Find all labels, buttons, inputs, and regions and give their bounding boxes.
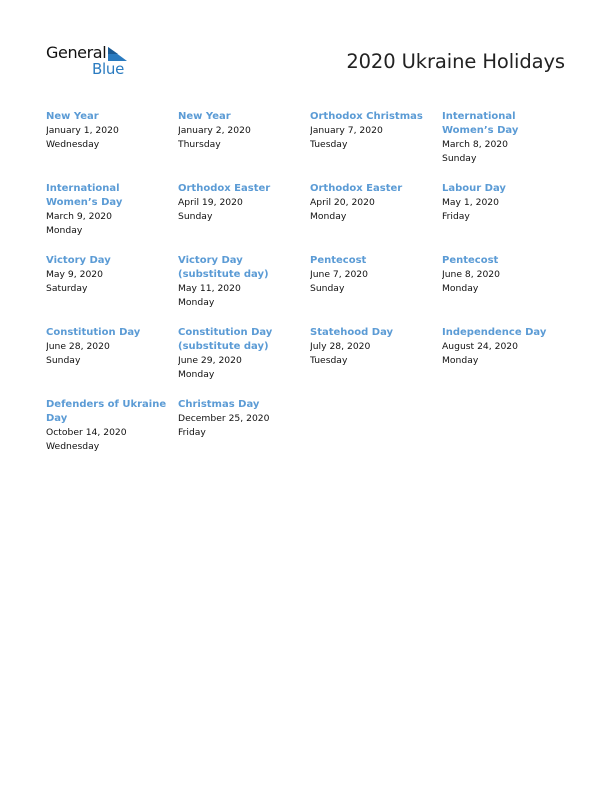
holiday-date: May 9, 2020 [46, 269, 103, 280]
holiday-entry [46, 398, 178, 470]
holiday-entry [46, 326, 178, 398]
holiday-weekday: Friday [178, 427, 206, 438]
holiday-date: January 1, 2020 [46, 125, 119, 136]
holiday-name: Pentecost [442, 255, 499, 266]
holiday-entry [178, 326, 310, 398]
holiday-entry [46, 182, 178, 254]
logo-word-blue: Blue [92, 60, 124, 78]
holiday-name: Independence Day [442, 327, 547, 338]
holiday-name: Statehood Day [310, 327, 394, 338]
holiday-entry [310, 326, 442, 398]
holiday-entry [46, 110, 178, 182]
holiday-weekday: Monday [178, 369, 215, 380]
holiday-date: July 28, 2020 [310, 341, 371, 352]
holiday-weekday: Monday [442, 355, 479, 366]
logo-triangle-icon [108, 47, 127, 61]
holiday-name: Victory Day (substitute day) [178, 255, 269, 280]
holiday-weekday: Monday [178, 297, 215, 308]
holiday-grid [46, 110, 574, 470]
holiday-entry [442, 254, 574, 326]
holiday-name: Christmas Day [178, 399, 260, 410]
holiday-entry [178, 182, 310, 254]
holiday-name: International Women’s Day [46, 183, 123, 208]
holiday-name: Defenders of Ukraine Day [46, 399, 167, 424]
holiday-weekday: Sunday [178, 211, 213, 222]
holiday-date: May 1, 2020 [442, 197, 499, 208]
holiday-date: June 28, 2020 [46, 341, 110, 352]
holiday-name: International Women’s Day [442, 111, 519, 136]
holiday-weekday: Sunday [442, 153, 477, 164]
holiday-date: June 7, 2020 [310, 269, 368, 280]
holiday-name: Labour Day [442, 183, 506, 194]
holiday-weekday: Friday [442, 211, 470, 222]
holiday-entry [46, 254, 178, 326]
holiday-entry [310, 110, 442, 182]
holiday-entry [178, 110, 310, 182]
holiday-entry [442, 326, 574, 398]
holiday-name: New Year [46, 111, 99, 122]
holiday-name: Constitution Day (substitute day) [178, 327, 273, 352]
holiday-weekday: Tuesday [310, 139, 348, 150]
holiday-date: June 8, 2020 [442, 269, 500, 280]
holiday-name: Orthodox Easter [178, 183, 271, 194]
holiday-entry [442, 110, 574, 182]
holiday-weekday: Sunday [310, 283, 345, 294]
holiday-entry [178, 398, 310, 470]
holiday-date: August 24, 2020 [442, 341, 518, 352]
holiday-weekday: Monday [310, 211, 347, 222]
holiday-entry [310, 254, 442, 326]
holiday-weekday: Monday [46, 225, 83, 236]
holiday-entry [442, 182, 574, 254]
holiday-date: October 14, 2020 [46, 427, 127, 438]
logo-word-general: General [46, 43, 107, 62]
holiday-weekday: Sunday [46, 355, 81, 366]
holiday-date: January 7, 2020 [310, 125, 383, 136]
page-title: 2020 Ukraine Holidays [346, 50, 565, 73]
holiday-weekday: Thursday [178, 139, 221, 150]
holiday-weekday: Monday [442, 283, 479, 294]
generalblue-logo [46, 44, 136, 80]
holiday-name: Orthodox Easter [310, 183, 403, 194]
holiday-name: New Year [178, 111, 231, 122]
holiday-entry [310, 182, 442, 254]
holiday-name: Orthodox Christmas [310, 111, 423, 122]
holiday-date: April 19, 2020 [178, 197, 243, 208]
holiday-date: December 25, 2020 [178, 413, 270, 424]
holiday-weekday: Wednesday [46, 441, 100, 452]
holiday-date: June 29, 2020 [178, 355, 242, 366]
holiday-date: May 11, 2020 [178, 283, 241, 294]
holiday-name: Pentecost [310, 255, 367, 266]
holiday-name: Victory Day [46, 255, 111, 266]
holiday-name: Constitution Day [46, 327, 141, 338]
holiday-date: January 2, 2020 [178, 125, 251, 136]
holiday-entry [178, 254, 310, 326]
holiday-weekday: Tuesday [310, 355, 348, 366]
holiday-date: March 8, 2020 [442, 139, 508, 150]
holiday-weekday: Wednesday [46, 139, 100, 150]
holiday-weekday: Saturday [46, 283, 88, 294]
holiday-date: March 9, 2020 [46, 211, 112, 222]
holiday-date: April 20, 2020 [310, 197, 375, 208]
